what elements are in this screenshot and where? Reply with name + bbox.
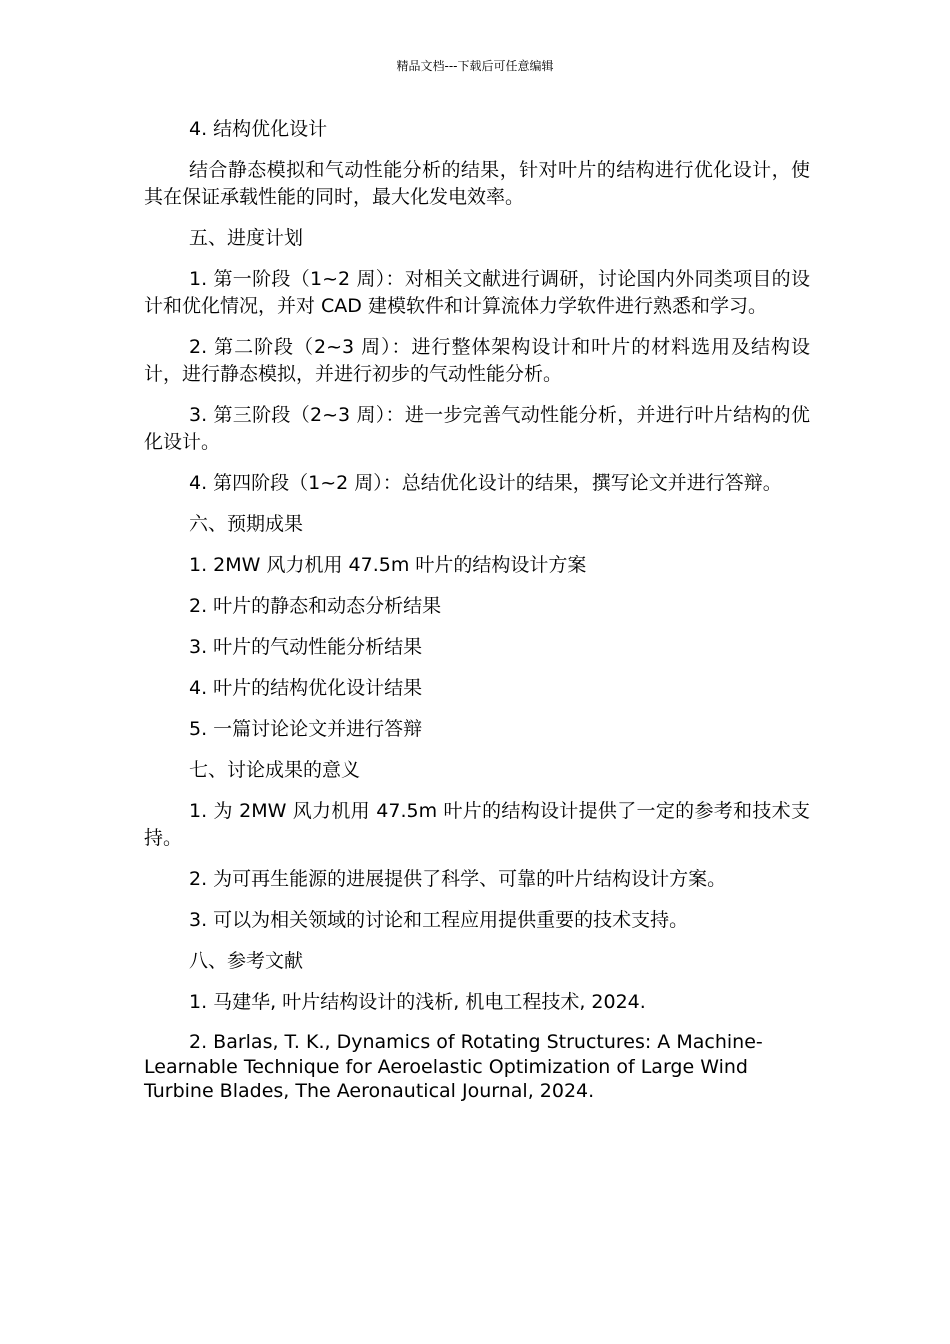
section-heading-structure-optimization: 4. 结构优化设计: [189, 118, 328, 140]
result-item-2: 2. 叶片的静态和动态分析结果: [189, 595, 442, 617]
section-heading-schedule: 五、进度计划: [189, 227, 304, 249]
section-heading-expected-results: 六、预期成果: [189, 513, 304, 535]
section-heading-significance: 七、讨论成果的意义: [189, 759, 361, 781]
significance-item-3: 3. 可以为相关领域的讨论和工程应用提供重要的技术支持。: [189, 909, 689, 931]
schedule-item-3: 3. 第三阶段（2~3 周）：进一步完善气动性能分析，并进行叶片结构的优化设计。: [144, 404, 810, 453]
schedule-item-4: 4. 第四阶段（1~2 周）：总结优化设计的结果，撰写论文并进行答辩。: [189, 472, 782, 494]
significance-item-2: 2. 为可再生能源的进展提供了科学、可靠的叶片结构设计方案。: [189, 868, 727, 890]
document-body: [144, 116, 810, 1118]
page-header: 精品文档---下载后可任意编辑: [396, 59, 554, 73]
reference-item-2: 2. Barlas, T. K., Dynamics of Rotating Structures: A Machine-Learnable Technique for Aeroelastic Optimization of Large Wind Turbine Blades, The Aeronautical Journal, 2024.: [144, 1031, 763, 1102]
schedule-item-1: 1. 第一阶段（1~2 周）：对相关文献进行调研，讨论国内外同类项目的设计和优化情况，并对 CAD 建模软件和计算流体力学软件进行熟悉和学习。: [144, 268, 810, 317]
result-item-3: 3. 叶片的气动性能分析结果: [189, 636, 423, 658]
reference-item-1: 1. 马建华, 叶片结构设计的浅析, 机电工程技术, 2024.: [189, 991, 646, 1013]
paragraph-optimization-description: 结合静态模拟和气动性能分析的结果，针对叶片的结构进行优化设计，使其在保证承载性能的同时，最大化发电效率。: [144, 159, 810, 208]
result-item-5: 5. 一篇讨论论文并进行答辩: [189, 718, 423, 740]
result-item-4: 4. 叶片的结构优化设计结果: [189, 677, 423, 699]
schedule-item-2: 2. 第二阶段（2~3 周）：进行整体架构设计和叶片的材料选用及结构设计，进行静态模拟，并进行初步的气动性能分析。: [144, 336, 810, 385]
result-item-1: 1. 2MW 风力机用 47.5m 叶片的结构设计方案: [189, 554, 587, 576]
significance-item-1: 1. 为 2MW 风力机用 47.5m 叶片的结构设计提供了一定的参考和技术支持。: [144, 800, 810, 849]
section-heading-references: 八、参考文献: [189, 950, 304, 972]
